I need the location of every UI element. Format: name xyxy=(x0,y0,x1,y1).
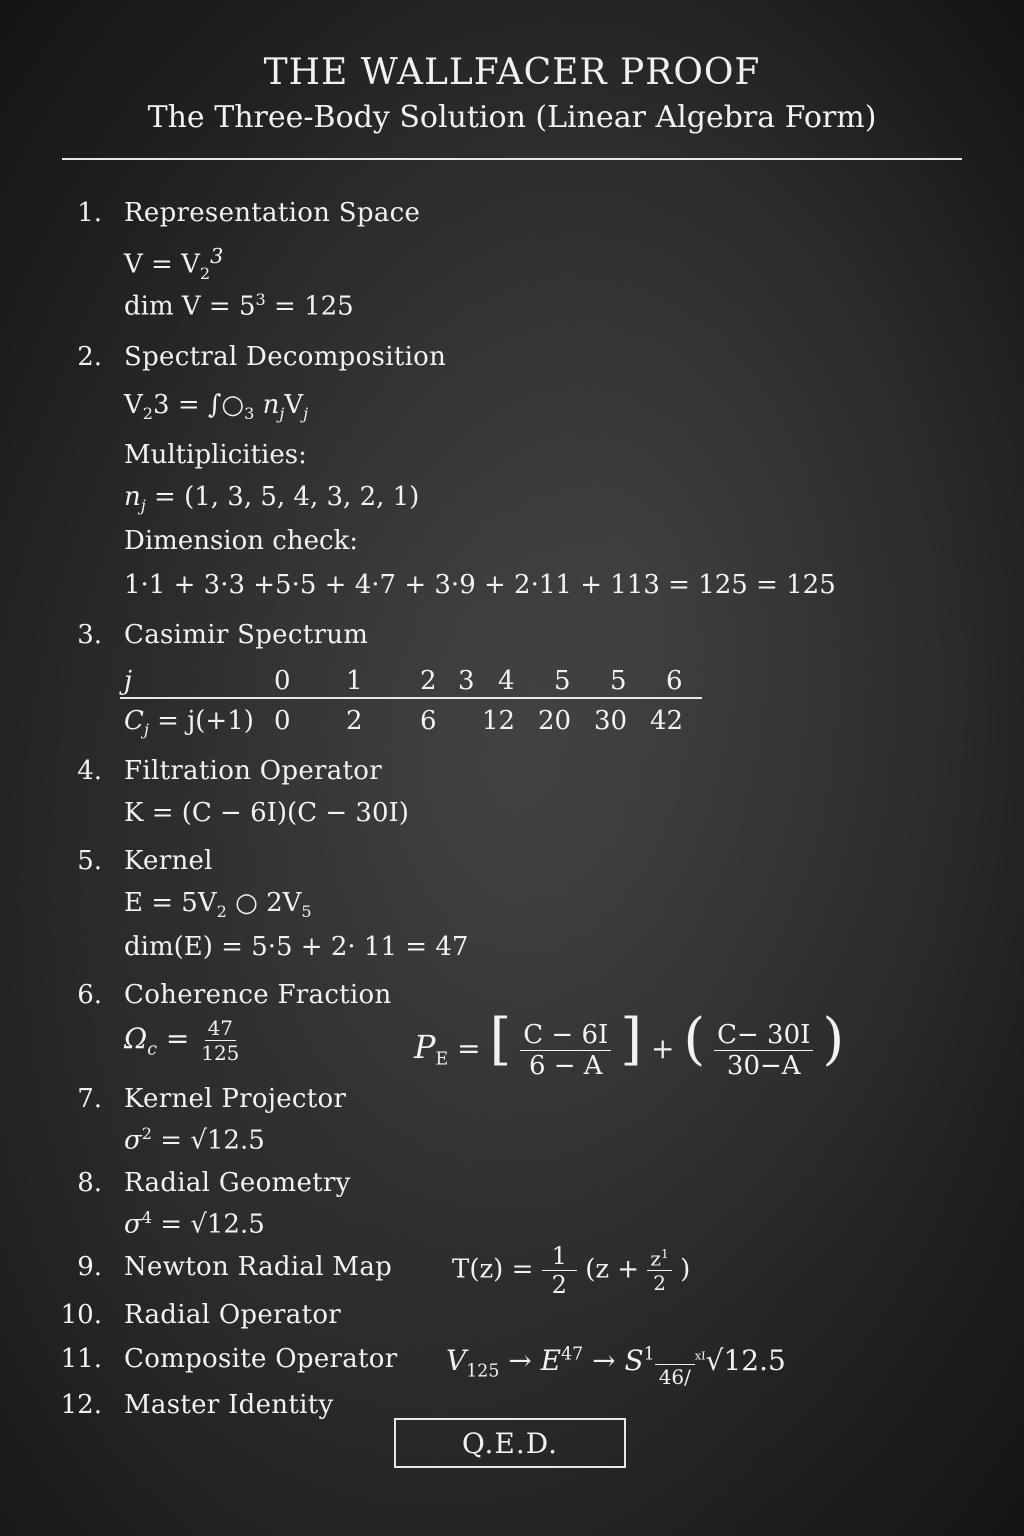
equation-representation-space: $V = V_2^3$ xyxy=(124,244,224,283)
section-number: 1. xyxy=(77,198,102,228)
title-divider xyxy=(62,158,962,160)
left-bracket: ( xyxy=(683,1007,706,1072)
equation-newton-radial-map: T(z) = $\frac{1}{2}$ (z + $\frac{z^1}{2}$ ) xyxy=(452,1242,691,1299)
table-cell: 2 xyxy=(420,666,437,696)
dimension-check-label: Dimension check: xyxy=(124,526,359,556)
section-number: 11. xyxy=(60,1344,102,1374)
equation-dimension-check: 1·1 + 3·3 +5·5 + 4·7 + 3·9 + 2·11 + 113 = 125 = 125 xyxy=(124,570,836,600)
table-cell: 5 xyxy=(554,666,571,696)
section-heading: Master Identity xyxy=(124,1390,334,1420)
casimir-table-value-row xyxy=(124,706,704,738)
equation-projector: $P_E$ = [ $\frac{C - 6I}{6 - A}$ ] + ( $\frac{C- 30I}{30-A}$ ) xyxy=(414,1007,845,1081)
equation-kernel: $E = 5V_2$ ○ $2V_5$ xyxy=(124,888,312,922)
right-bracket: ] xyxy=(620,1007,643,1072)
table-cell: 3 xyxy=(458,666,475,696)
equation-spectral-decomposition: $V_23$ = $\int○_3$ $n_jV_j$ xyxy=(124,390,309,424)
section-heading: Newton Radial Map xyxy=(124,1252,393,1282)
section-heading: Radial Operator xyxy=(124,1300,342,1330)
page-subtitle: The Three-Body Solution (Linear Algebra Form) xyxy=(147,100,877,135)
section-number: 5. xyxy=(77,846,102,876)
section-heading: Filtration Operator xyxy=(124,756,382,786)
table-cell: 30 xyxy=(594,706,628,736)
equation-filtration-operator: K = (C − 6I)(C − 30I) xyxy=(124,798,409,828)
section-heading: Representation Space xyxy=(124,198,421,228)
table-divider xyxy=(120,697,702,699)
section-heading: Coherence Fraction xyxy=(124,980,392,1010)
table-header-j: j xyxy=(124,666,133,696)
table-cell: 6 xyxy=(666,666,683,696)
table-cell: 0 xyxy=(274,666,291,696)
left-bracket: [ xyxy=(489,1007,512,1072)
table-cell: 42 xyxy=(650,706,684,736)
equation-kernel-projector: $\sigma^2 = √12.5$ xyxy=(124,1124,265,1156)
section-heading: Composite Operator xyxy=(124,1344,398,1374)
table-cell: 5 xyxy=(610,666,627,696)
section-number: 8. xyxy=(77,1168,102,1198)
equation-dimension: dim $V = 5^3 = 125$ xyxy=(124,290,354,322)
table-row-label: $C_j = j(+1)$ xyxy=(124,706,254,740)
section-heading: Kernel xyxy=(124,846,213,876)
section-heading: Radial Geometry xyxy=(124,1168,351,1198)
section-number: 4. xyxy=(77,756,102,786)
section-heading: Kernel Projector xyxy=(124,1084,347,1114)
multiplicities-label: Multiplicities: xyxy=(124,440,307,470)
section-number: 6. xyxy=(77,980,102,1010)
table-cell: 0 xyxy=(274,706,291,736)
page-title: THE WALLFACER PROOF xyxy=(263,52,761,93)
section-number: 12. xyxy=(60,1390,102,1420)
equation-kernel-dimension: dim(E) = 5·5 + 2· 11 = 47 xyxy=(124,932,469,962)
section-number: 7. xyxy=(77,1084,102,1114)
table-cell: 2 xyxy=(346,706,363,736)
table-cell: 6 xyxy=(420,706,437,736)
equation-coherence-fraction: $\Omega_c$ = $\frac{47}{125}$ xyxy=(124,1016,240,1065)
section-number: 10. xyxy=(60,1300,102,1330)
equation-radial-geometry: $\sigma^4 = √12.5$ xyxy=(124,1208,265,1240)
table-cell: 20 xyxy=(538,706,572,736)
casimir-table-header-row xyxy=(124,666,704,698)
qed-box: Q.E.D. xyxy=(394,1418,626,1468)
table-cell: 4 xyxy=(498,666,515,696)
table-cell: 12 xyxy=(482,706,516,736)
section-number: 3. xyxy=(77,620,102,650)
table-cell: 1 xyxy=(346,666,363,696)
section-heading: Spectral Decomposition xyxy=(124,342,447,372)
equation-composite-operator: $V_{125} \to E^{47} \to S^146/^{xI}√12.5$ xyxy=(446,1344,786,1389)
right-bracket: ) xyxy=(822,1007,845,1072)
equation-multiplicities: $n_j = (1$, 3, 5, 4, 3, 2, 1) xyxy=(124,482,420,516)
section-heading: Casimir Spectrum xyxy=(124,620,369,650)
section-number: 9. xyxy=(77,1252,102,1282)
section-number: 2. xyxy=(77,342,102,372)
